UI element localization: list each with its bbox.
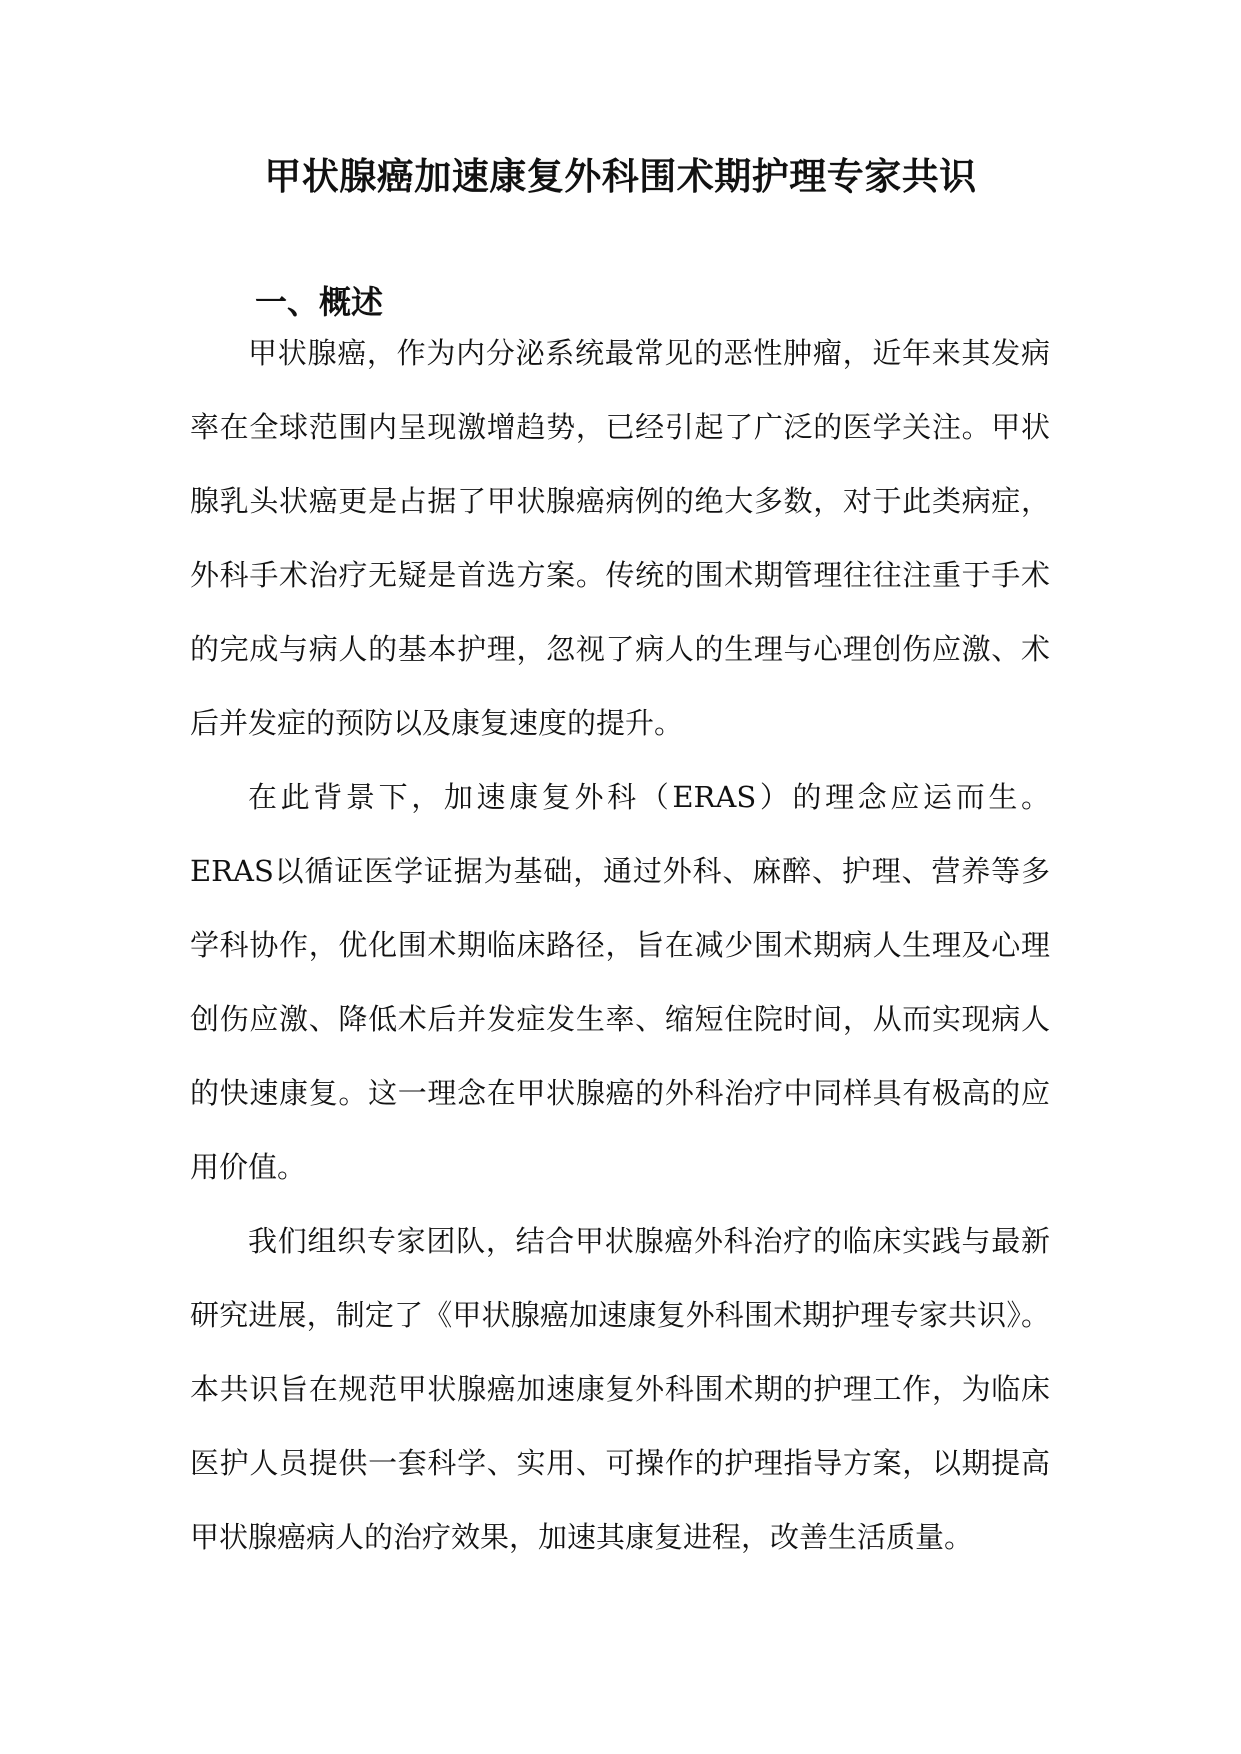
paragraph-2: 在此背景下，加速康复外科（ERAS）的理念应运而生。ERAS以循证医学证据为基础，通过外科、麻醉、护理、营养等多学科协作，优化围术期临床路径，旨在减少围术期病人生理及心理创伤应激、降低术后并发症发生率、缩短住院时间，从而实现病人的快速康复。这一理念在甲状腺癌的外科治疗中同样具有极高的应用价值。	[190, 780, 1050, 1184]
paragraph-3: 我们组织专家团队，结合甲状腺癌外科治疗的临床实践与最新研究进展，制定了《甲状腺癌加速康复外科围术期护理专家共识》。本共识旨在规范甲状腺癌加速康复外科围术期的护理工作，为临床医护人员提供一套科学、实用、可操作的护理指导方案，以期提高甲状腺癌病人的治疗效果，加速其康复进程，改善生活质量。	[190, 1224, 1050, 1554]
paragraph-1: 甲状腺癌，作为内分泌系统最常见的恶性肿瘤，近年来其发病率在全球范围内呈现激增趋势，已经引起了广泛的医学关注。甲状腺乳头状癌更是占据了甲状腺癌病例的绝大多数，对于此类病症，外科手术治疗无疑是首选方案。传统的围术期管理往往注重于手术的完成与病人的基本护理，忽视了病人的生理与心理创伤应激、术后并发症的预防以及康复速度的提升。	[190, 336, 1050, 740]
section-heading-overview: 一、概述	[255, 283, 384, 321]
document-title: 甲状腺癌加速康复外科围术期护理专家共识	[264, 154, 977, 198]
document-body	[190, 316, 1050, 1574]
